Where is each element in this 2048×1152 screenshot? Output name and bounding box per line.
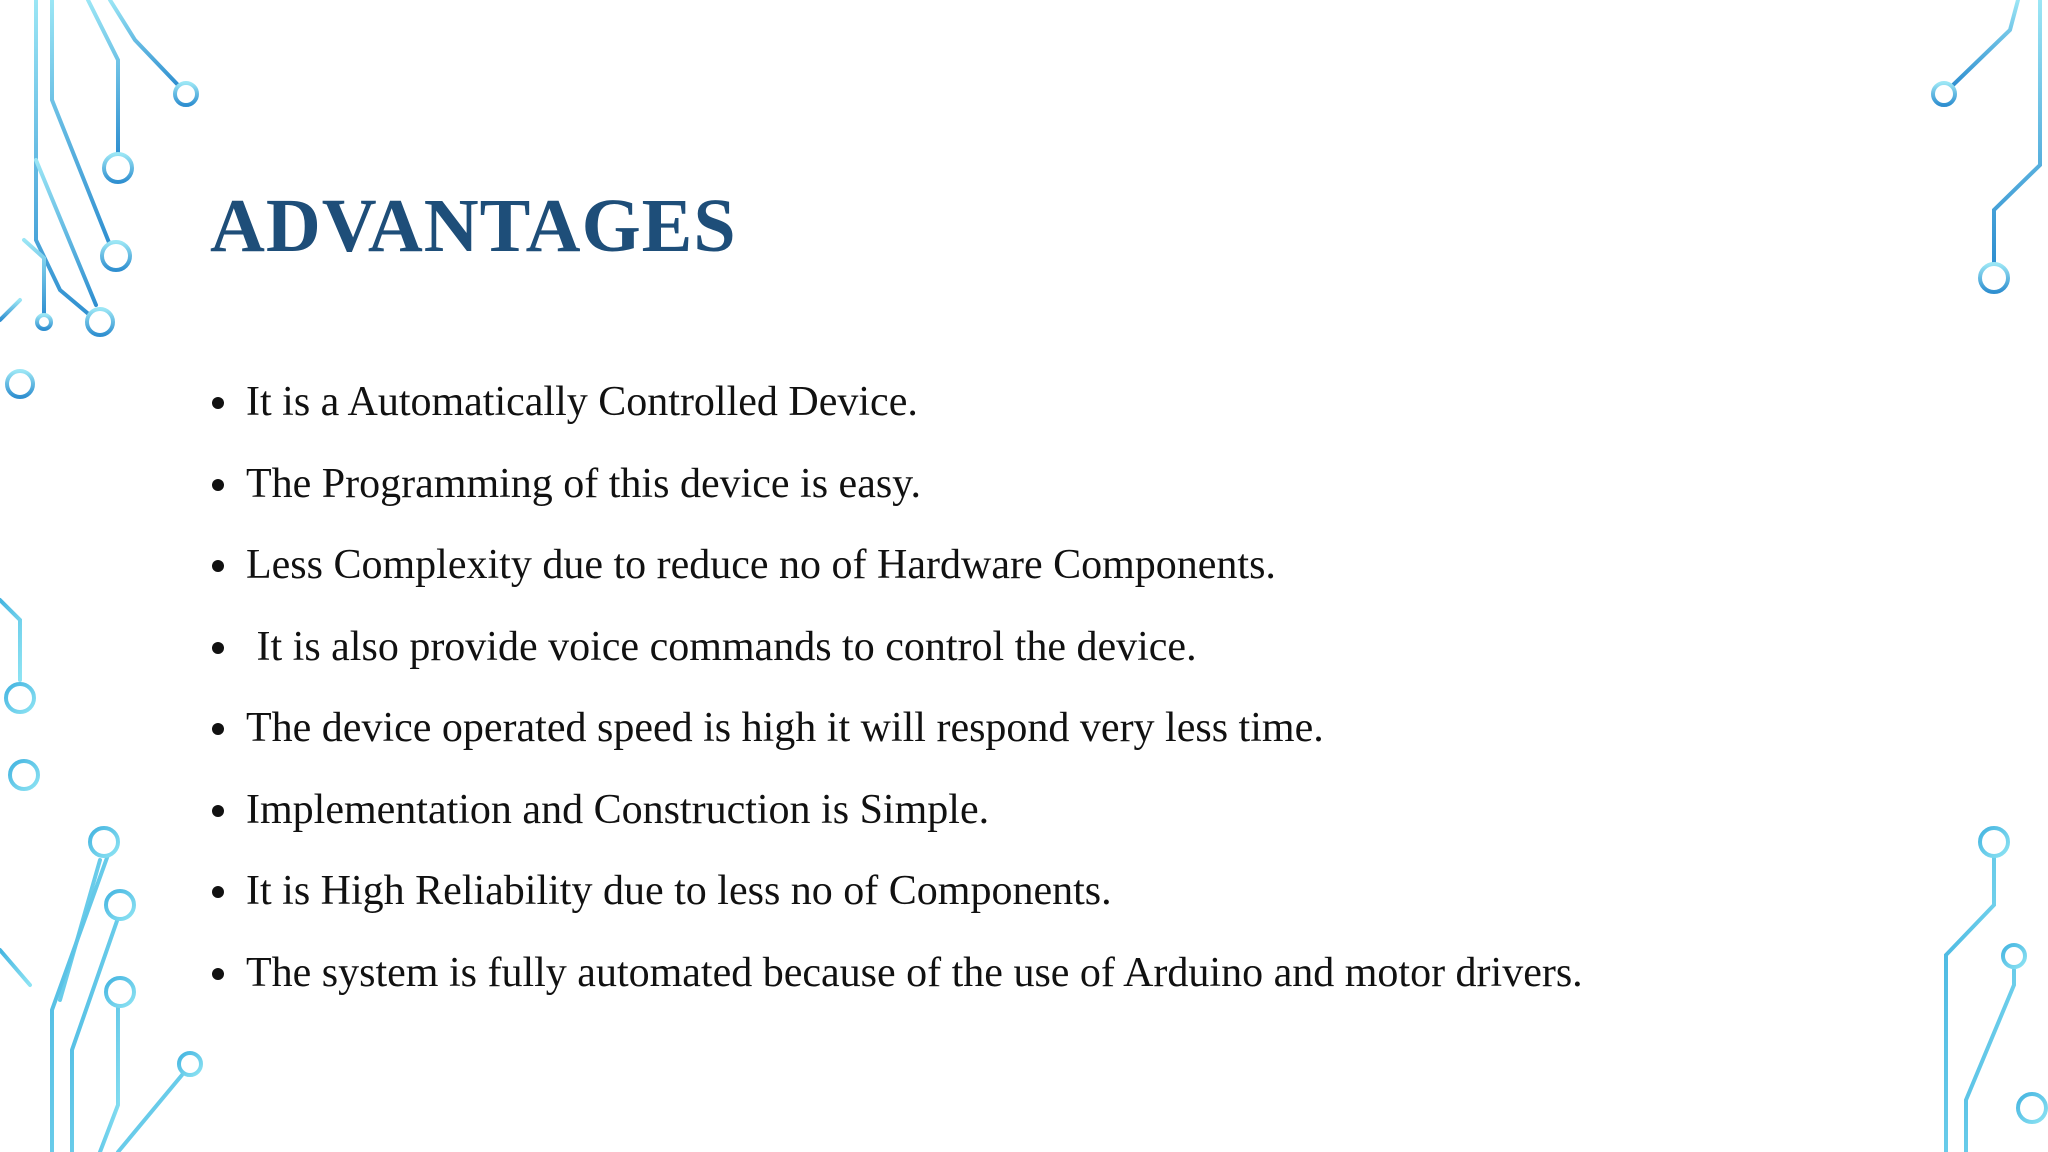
list-item-text: It is also provide voice commands to control the device. [246, 623, 1197, 670]
top-left-circuit-icon [0, 0, 197, 397]
list-item [210, 617, 1583, 699]
list-item [210, 780, 1583, 862]
advantages-list [210, 372, 1583, 1024]
list-item [210, 698, 1583, 780]
list-item [210, 861, 1583, 943]
list-item-text: Implementation and Construction is Simple. [246, 786, 990, 833]
bullet-icon [212, 968, 224, 980]
list-item-text: The device operated speed is high it will respond very less time. [246, 705, 1324, 751]
list-item [210, 943, 1583, 1025]
list-item [210, 372, 1583, 454]
list-item-text: The Programming of this device is easy. [246, 460, 921, 507]
bullet-icon [212, 805, 224, 817]
top-right-circuit-icon [1933, 0, 2040, 292]
bottom-right-circuit-icon [1946, 828, 2048, 1152]
list-item-text: It is a Automatically Controlled Device. [246, 379, 918, 425]
list-item [210, 454, 1583, 536]
list-item-text: It is High Reliability due to less no of Components. [246, 868, 1112, 914]
list-item-text: The system is fully automated because of the use of Arduino and motor drivers. [246, 949, 1583, 996]
bullet-icon [212, 886, 224, 898]
bullet-icon [212, 642, 224, 654]
slide-title: ADVANTAGES [210, 184, 737, 268]
bottom-left-circuit-icon [0, 600, 201, 1152]
bullet-icon [212, 397, 224, 409]
list-item [210, 535, 1583, 617]
list-item-text: Less Complexity due to reduce no of Hardware Components. [246, 542, 1276, 588]
bullet-icon [212, 560, 224, 572]
bullet-icon [212, 723, 224, 735]
bullet-icon [212, 479, 224, 491]
